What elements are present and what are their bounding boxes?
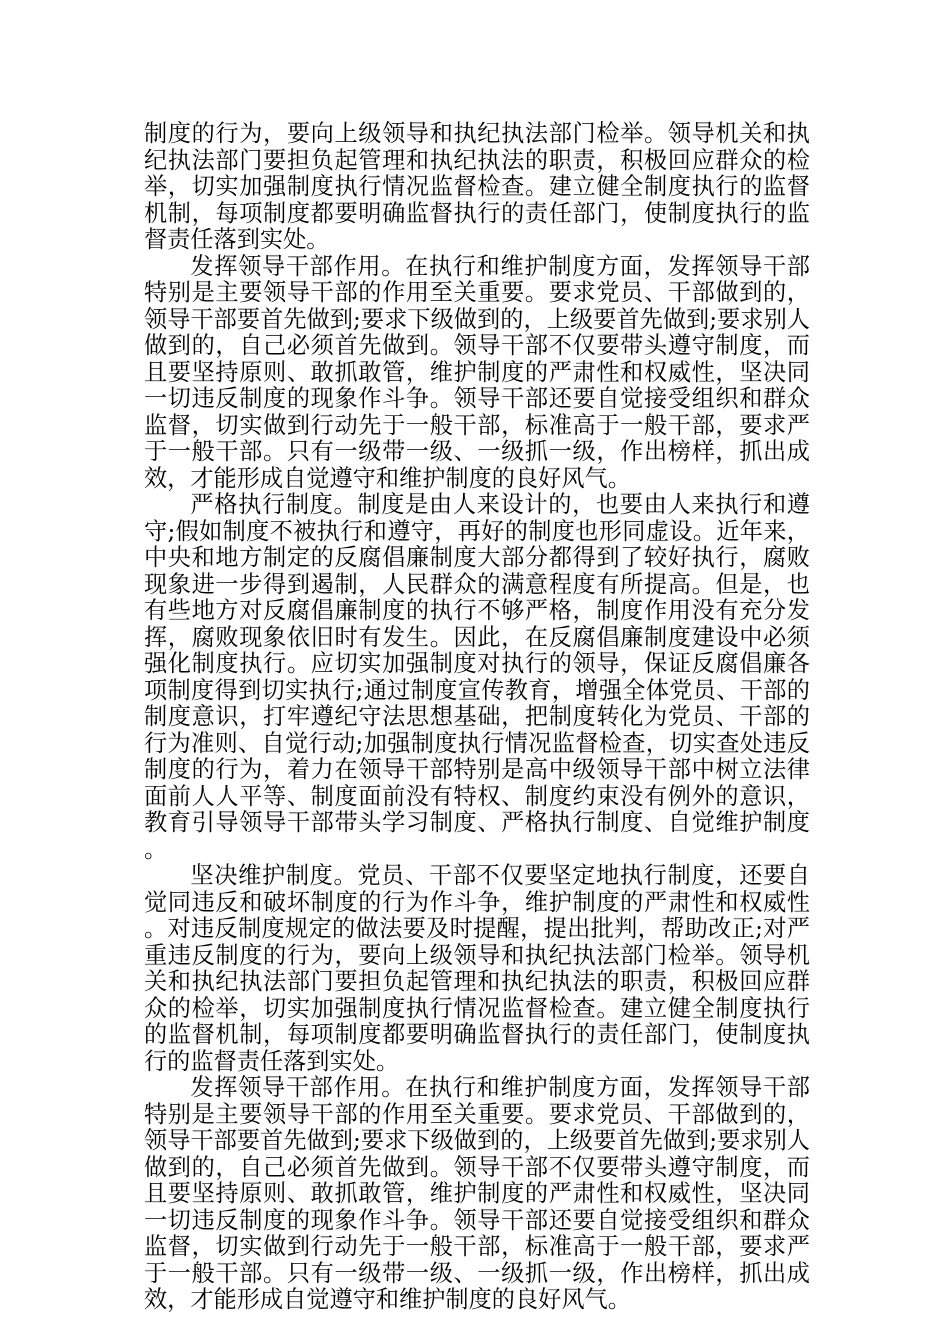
body-paragraph-leadership-role: 发挥领导干部作用。在执行和维护制度方面，发挥领导干部特别是主要领导干部的作用至关重要。要求党员、干部做到的，领导干部要首先做到;要求下级做到的，上级要首先做到;要求别人做到的，自己必须首先做到。领导干部不仅要带头遵守制度，而且要坚持原则、敢抓敢管，维护制度的严肃性和权威性，坚决同一切违反制度的现象作斗争。领导干部还要自觉接受组织和群众监督，切实做到行动先于一般干部，标准高于一般干部，要求严于一般干部。只有一级带一级、一级抓一级，作出榜样，抓出成效，才能形成自觉遵守和维护制度的良好风气。 [144, 252, 810, 492]
body-paragraph-continued: 制度的行为，要向上级领导和执纪执法部门检举。领导机关和执纪执法部门要担负起管理和执纪执法的职责，积极回应群众的检举，切实加强制度执行情况监督检查。建立健全制度执行的监督机制，每项制度都要明确监督执行的责任部门，使制度执行的监督责任落到实处。 [144, 120, 810, 253]
body-paragraph-firm-maintenance: 坚决维护制度。党员、干部不仅要坚定地执行制度，还要自觉同违反和破坏制度的行为作斗争，维护制度的严肃性和权威性。对违反制度规定的做法要及时提醒，提出批判，帮助改正;对严重违反制度的行为，要向上级领导和执纪执法部门检举。领导机关和执纪执法部门要担负起管理和执纪执法的职责，积极回应群众的检举，切实加强制度执行情况监督检查。建立健全制度执行的监督机制，每项制度都要明确监督执行的责任部门，使制度执行的监督责任落到实处。 [144, 862, 810, 1075]
document-page [144, 121, 810, 1314]
body-paragraph-leadership-role-repeat: 发挥领导干部作用。在执行和维护制度方面，发挥领导干部特别是主要领导干部的作用至关重要。要求党员、干部做到的，领导干部要首先做到;要求下级做到的，上级要首先做到;要求别人做到的，自己必须首先做到。领导干部不仅要带头遵守制度，而且要坚持原则、敢抓敢管，维护制度的严肃性和权威性，坚决同一切违反制度的现象作斗争。领导干部还要自觉接受组织和群众监督，切实做到行动先于一般干部，标准高于一般干部，要求严于一般干部。只有一级带一级、一级抓一级，作出榜样，抓出成效，才能形成自觉遵守和维护制度的良好风气。 [144, 1074, 810, 1313]
body-paragraph-strict-execution: 严格执行制度。制度是由人来设计的，也要由人来执行和遵守;假如制度不被执行和遵守，再好的制度也形同虚设。近年来，中央和地方制定的反腐倡廉制度大部分都得到了较好执行，腐败现象进一步得到遏制，人民群众的满意程度有所提高。但是，也有些地方对反腐倡廉制度的执行不够严格，制度作用没有充分发挥，腐败现象依旧时有发生。因此，在反腐倡廉制度建设中必须强化制度执行。应切实加强制度对执行的领导，保证反腐倡廉各项制度得到切实执行;通过制度宣传教育，增强全体党员、干部的制度意识，打牢遵纪守法思想基础，把制度转化为党员、干部的行为准则、自觉行动;加强制度执行情况监督检查，切实查处违反制度的行为，着力在领导干部特别是高中级领导干部中树立法律面前人人平等、制度面前没有特权、制度约束没有例外的意识，教育引导领导干部带头学习制度、严格执行制度、自觉维护制度。 [144, 491, 810, 863]
